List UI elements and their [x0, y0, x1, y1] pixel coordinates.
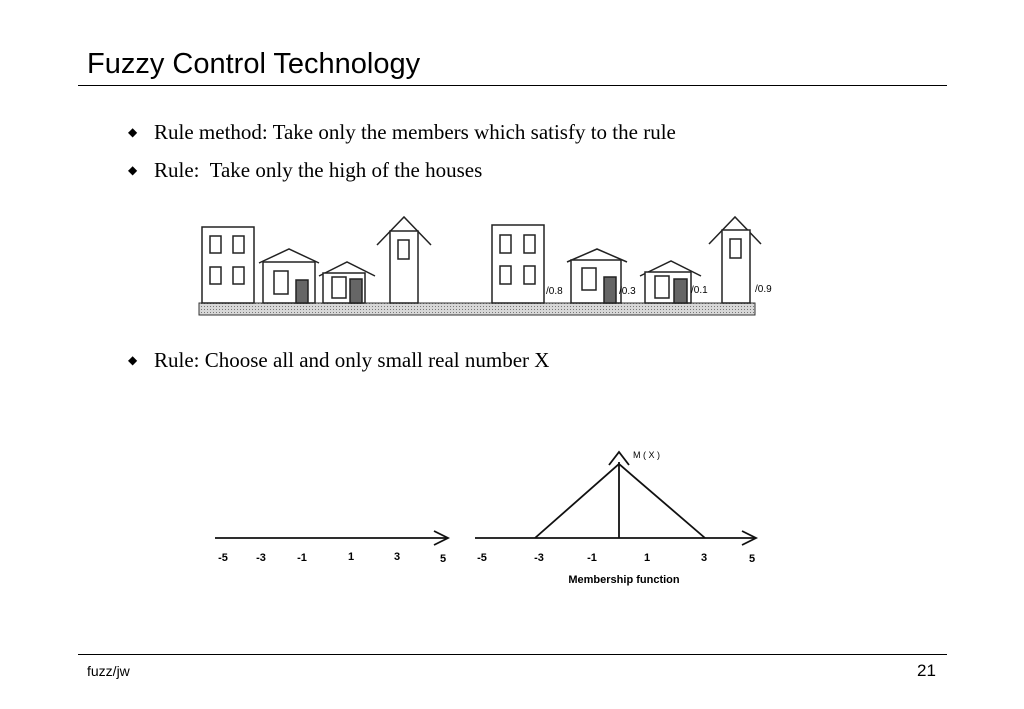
house-label: /0.9	[755, 284, 772, 295]
figure-caption: Membership function	[568, 574, 680, 586]
house-small	[259, 249, 319, 303]
bullet-text: Rule: Take only the high of the houses	[154, 158, 483, 182]
house-tower	[709, 217, 761, 303]
diamond-bullet-icon: ◆	[128, 125, 138, 139]
ground-strip	[199, 303, 755, 315]
tick-label: 5	[748, 553, 756, 565]
tick-label: -5	[218, 552, 228, 564]
y-axis-label: M ( X )	[633, 450, 660, 460]
tick-label: 3	[700, 552, 708, 564]
membership-figure	[200, 440, 780, 590]
tick-label: -3	[534, 552, 544, 564]
tick-label: 5	[439, 553, 447, 565]
house-small	[319, 262, 375, 303]
page-number: 21	[917, 661, 936, 680]
title-divider	[78, 85, 947, 86]
tick-label: 1	[347, 551, 355, 563]
membership-triangle	[535, 464, 705, 538]
diamond-bullet-icon: ◆	[128, 353, 138, 367]
house-label: /0.8	[546, 286, 563, 297]
house-label: /0.1	[691, 285, 708, 296]
bullet-rule-houses	[128, 157, 482, 183]
tick-label: 1	[643, 552, 651, 564]
house-tall-box	[492, 225, 544, 303]
bullet-rule-small-x	[128, 347, 549, 373]
diamond-bullet-icon: ◆	[128, 163, 138, 177]
tick-label: -1	[297, 552, 307, 564]
house-label: /0.3	[619, 286, 636, 297]
bullet-text: Rule: Choose all and only small real number X	[154, 348, 550, 372]
house-small	[567, 249, 627, 303]
bullet-text: Rule method: Take only the members which satisfy to the rule	[154, 120, 676, 144]
tick-label: -5	[477, 552, 487, 564]
house-small	[640, 261, 701, 303]
footer-author: fuzz/jw	[87, 663, 130, 679]
houses-figure	[195, 210, 770, 322]
footer-divider	[78, 654, 947, 655]
tick-label: -1	[587, 552, 597, 564]
house-tower	[377, 217, 431, 303]
bullet-rule-method	[128, 119, 676, 145]
slide-title: Fuzzy Control Technology	[87, 48, 421, 80]
tick-label: -3	[256, 552, 266, 564]
tick-label: 3	[393, 551, 401, 563]
house-tall-box	[202, 227, 254, 303]
